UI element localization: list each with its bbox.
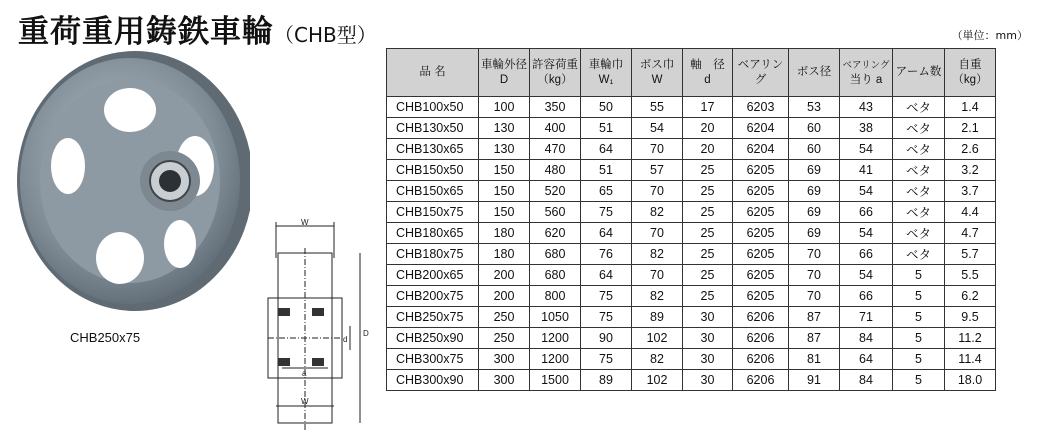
table-cell: 3.7 (945, 181, 996, 202)
table-cell: 6205 (733, 223, 789, 244)
page-title (18, 6, 377, 51)
table-cell: 25 (683, 202, 733, 223)
table-cell: 91 (789, 370, 840, 391)
product-name-cell: CHB130x50 (387, 118, 479, 139)
table-cell: 250 (479, 328, 530, 349)
product-name-cell: CHB130x65 (387, 139, 479, 160)
table-cell: 5.7 (945, 244, 996, 265)
column-header (387, 49, 479, 97)
table-cell: 5 (893, 307, 945, 328)
table-cell: ベタ (893, 97, 945, 118)
table-cell: 6206 (733, 307, 789, 328)
table-cell: 6.2 (945, 286, 996, 307)
product-name-cell: CHB200x65 (387, 265, 479, 286)
product-name-cell: CHB150x75 (387, 202, 479, 223)
table-cell: 38 (840, 118, 893, 139)
table-cell: ベタ (893, 160, 945, 181)
table-cell: 6205 (733, 265, 789, 286)
table-cell: 70 (632, 223, 683, 244)
table-cell: ベタ (893, 139, 945, 160)
table-cell: 64 (581, 265, 632, 286)
table-cell: 200 (479, 286, 530, 307)
table-cell: 60 (789, 118, 840, 139)
label-w-top: W (301, 218, 309, 227)
table-cell: 4.4 (945, 202, 996, 223)
table-cell: 30 (683, 370, 733, 391)
table-cell: 70 (789, 265, 840, 286)
axle-bore (159, 170, 181, 192)
table-cell: 75 (581, 307, 632, 328)
table-cell: 1200 (530, 328, 581, 349)
table-cell: 470 (530, 139, 581, 160)
table-cell: ベタ (893, 181, 945, 202)
table-cell: 70 (789, 244, 840, 265)
table-cell: 57 (632, 160, 683, 181)
product-name-cell: CHB250x75 (387, 307, 479, 328)
cross-section-drawing (262, 218, 374, 440)
table-cell: 54 (840, 181, 893, 202)
table-cell: 50 (581, 97, 632, 118)
table-cell: 680 (530, 244, 581, 265)
table-cell: 102 (632, 370, 683, 391)
table-cell: 17 (683, 97, 733, 118)
table-cell: 70 (632, 139, 683, 160)
table-cell: 520 (530, 181, 581, 202)
table-cell: 82 (632, 286, 683, 307)
table-cell: 2.1 (945, 118, 996, 139)
table-cell: 1.4 (945, 97, 996, 118)
bearing-section (278, 308, 290, 316)
table-cell: 620 (530, 223, 581, 244)
table-cell: 25 (683, 265, 733, 286)
table-row (387, 118, 996, 139)
table-cell: 90 (581, 328, 632, 349)
table-cell: 5.5 (945, 265, 996, 286)
table-cell: 1050 (530, 307, 581, 328)
table-cell: ベタ (893, 202, 945, 223)
table-cell: 25 (683, 223, 733, 244)
table-cell: 30 (683, 328, 733, 349)
table-cell: 5 (893, 370, 945, 391)
table-cell: 6204 (733, 139, 789, 160)
table-cell: 6205 (733, 160, 789, 181)
column-header-line1: 品 名 (419, 66, 446, 78)
table-cell: 6205 (733, 202, 789, 223)
table-cell: 89 (581, 370, 632, 391)
table-row (387, 97, 996, 118)
table-cell: 150 (479, 160, 530, 181)
table-row (387, 307, 996, 328)
table-cell: 25 (683, 244, 733, 265)
photo-caption: CHB250x75 (70, 330, 141, 345)
table-cell: 9.5 (945, 307, 996, 328)
table-cell: 25 (683, 160, 733, 181)
product-name-cell: CHB300x75 (387, 349, 479, 370)
wheel-hole (104, 88, 156, 132)
table-cell: 66 (840, 286, 893, 307)
table-cell: 25 (683, 286, 733, 307)
table-cell: 400 (530, 118, 581, 139)
table-cell: 87 (789, 328, 840, 349)
wheel-hole (51, 138, 85, 194)
table-cell: 3.2 (945, 160, 996, 181)
product-name-cell: CHB180x75 (387, 244, 479, 265)
table-cell: 30 (683, 349, 733, 370)
label-d-small: d (343, 335, 348, 344)
table-row (387, 349, 996, 370)
table-cell: 6206 (733, 349, 789, 370)
table-cell: 102 (632, 328, 683, 349)
column-header (893, 49, 945, 97)
column-header (789, 49, 840, 97)
table-cell: 53 (789, 97, 840, 118)
column-header (632, 49, 683, 97)
wheel-hole (96, 232, 144, 284)
column-header-line1: 車輪巾 (588, 58, 624, 71)
table-cell: 5 (893, 328, 945, 349)
table-cell: 84 (840, 370, 893, 391)
bearing-section (312, 358, 324, 366)
table-row (387, 370, 996, 391)
product-name-cell: CHB100x50 (387, 97, 479, 118)
table-cell: 180 (479, 223, 530, 244)
table-cell: 41 (840, 160, 893, 181)
table-cell: 2.6 (945, 139, 996, 160)
table-cell: 69 (789, 223, 840, 244)
column-header-line1: 許容荷重 (532, 58, 578, 71)
table-cell: 6205 (733, 286, 789, 307)
table-cell: 87 (789, 307, 840, 328)
table-cell: 69 (789, 181, 840, 202)
table-cell: 66 (840, 202, 893, 223)
table-cell: 82 (632, 202, 683, 223)
table-cell: 130 (479, 139, 530, 160)
table-row (387, 286, 996, 307)
table-cell: 6205 (733, 244, 789, 265)
wheel-photo (10, 48, 250, 318)
table-cell: 76 (581, 244, 632, 265)
table-cell: 65 (581, 181, 632, 202)
table-cell: 300 (479, 370, 530, 391)
table-cell: 11.2 (945, 328, 996, 349)
table-cell: 20 (683, 118, 733, 139)
column-header-line2: D (499, 73, 509, 86)
table-cell: 6206 (733, 328, 789, 349)
table-cell: 5 (893, 286, 945, 307)
table-cell: 480 (530, 160, 581, 181)
column-header (683, 49, 733, 97)
column-header-line1: ボス径 (796, 66, 832, 78)
bearing-section (312, 308, 324, 316)
table-cell: 800 (530, 286, 581, 307)
column-header (581, 49, 632, 97)
column-header-line1: 自重 (958, 58, 982, 71)
table-cell: 180 (479, 244, 530, 265)
table-cell: 70 (789, 286, 840, 307)
column-header-line1: 軸 径 (690, 58, 725, 71)
table-cell: 84 (840, 328, 893, 349)
title-sub: （CHB型） (274, 23, 377, 47)
label-w-bottom: W (301, 397, 309, 406)
wheel-hole (164, 220, 196, 268)
table-cell: ベタ (893, 244, 945, 265)
table-cell: 6205 (733, 181, 789, 202)
table-cell: 130 (479, 118, 530, 139)
table-cell: 150 (479, 181, 530, 202)
table-cell: 54 (840, 265, 893, 286)
table-cell: 680 (530, 265, 581, 286)
product-name-cell: CHB150x50 (387, 160, 479, 181)
column-header-line1: ベアリング (737, 58, 784, 86)
table-cell: 200 (479, 265, 530, 286)
table-cell: 81 (789, 349, 840, 370)
table-cell: 6203 (733, 97, 789, 118)
table-body (387, 97, 996, 391)
table-cell: 54 (632, 118, 683, 139)
column-header (733, 49, 789, 97)
table-cell: 43 (840, 97, 893, 118)
table-row (387, 202, 996, 223)
table-cell: 560 (530, 202, 581, 223)
label-a: a (302, 369, 307, 378)
product-name-cell: CHB150x65 (387, 181, 479, 202)
table-cell: ベタ (893, 118, 945, 139)
table-row (387, 265, 996, 286)
table-cell: 1200 (530, 349, 581, 370)
table-cell: 82 (632, 244, 683, 265)
table-cell: 350 (530, 97, 581, 118)
table-cell: 51 (581, 118, 632, 139)
column-header-line2: （kg） (537, 73, 573, 86)
table-cell: 71 (840, 307, 893, 328)
table-cell: 30 (683, 307, 733, 328)
table-cell: 11.4 (945, 349, 996, 370)
table-cell: 69 (789, 160, 840, 181)
column-header-line2: 当り a (849, 73, 883, 86)
table-cell: 6206 (733, 370, 789, 391)
bearing-section (278, 358, 290, 366)
table-cell: 18.0 (945, 370, 996, 391)
table-cell: 20 (683, 139, 733, 160)
product-name-cell: CHB300x90 (387, 370, 479, 391)
table-cell: 60 (789, 139, 840, 160)
column-header (945, 49, 996, 97)
table-cell: 64 (581, 223, 632, 244)
table-cell: 250 (479, 307, 530, 328)
column-header (840, 49, 893, 97)
table-cell: 66 (840, 244, 893, 265)
table-cell: 100 (479, 97, 530, 118)
table-cell: 82 (632, 349, 683, 370)
table-cell: 5 (893, 265, 945, 286)
table-cell: 89 (632, 307, 683, 328)
table-row (387, 328, 996, 349)
table-row (387, 139, 996, 160)
table-cell: 1500 (530, 370, 581, 391)
column-header (479, 49, 530, 97)
table-row (387, 244, 996, 265)
column-header-line1: ボス巾 (639, 58, 675, 71)
table-cell: 5 (893, 349, 945, 370)
table-cell: 75 (581, 286, 632, 307)
unit-label: （単位：mm） (951, 29, 1028, 42)
table-cell: 150 (479, 202, 530, 223)
table-cell: 25 (683, 181, 733, 202)
column-header-line2: （kg） (952, 73, 988, 86)
table-cell: 75 (581, 202, 632, 223)
table-cell: 51 (581, 160, 632, 181)
product-name-cell: CHB200x75 (387, 286, 479, 307)
column-header-line1: アーム数 (895, 66, 942, 78)
column-header-line2: d (704, 73, 711, 86)
title-main: 重荷重用鋳鉄車輪 (18, 14, 274, 50)
label-d-big: D (363, 329, 369, 338)
table-cell: 64 (581, 139, 632, 160)
column-header-line2: W₁ (598, 73, 614, 86)
table-cell: 6204 (733, 118, 789, 139)
product-name-cell: CHB180x65 (387, 223, 479, 244)
table-cell: 300 (479, 349, 530, 370)
table-row (387, 223, 996, 244)
table-cell: 54 (840, 139, 893, 160)
table-header-row (387, 49, 996, 97)
column-header-line2: W (651, 73, 663, 86)
table-row (387, 181, 996, 202)
table-cell: 64 (840, 349, 893, 370)
table-cell: 70 (632, 265, 683, 286)
column-header (530, 49, 581, 97)
spec-table (386, 48, 996, 391)
table-row (387, 160, 996, 181)
product-name-cell: CHB250x90 (387, 328, 479, 349)
column-header-line1: ベアリング (842, 59, 890, 71)
table-cell: 69 (789, 202, 840, 223)
table-cell: ベタ (893, 223, 945, 244)
table-cell: 54 (840, 223, 893, 244)
table-cell: 55 (632, 97, 683, 118)
column-header-line1: 車輪外径 (481, 58, 527, 71)
table-cell: 75 (581, 349, 632, 370)
table-cell: 70 (632, 181, 683, 202)
table-cell: 4.7 (945, 223, 996, 244)
